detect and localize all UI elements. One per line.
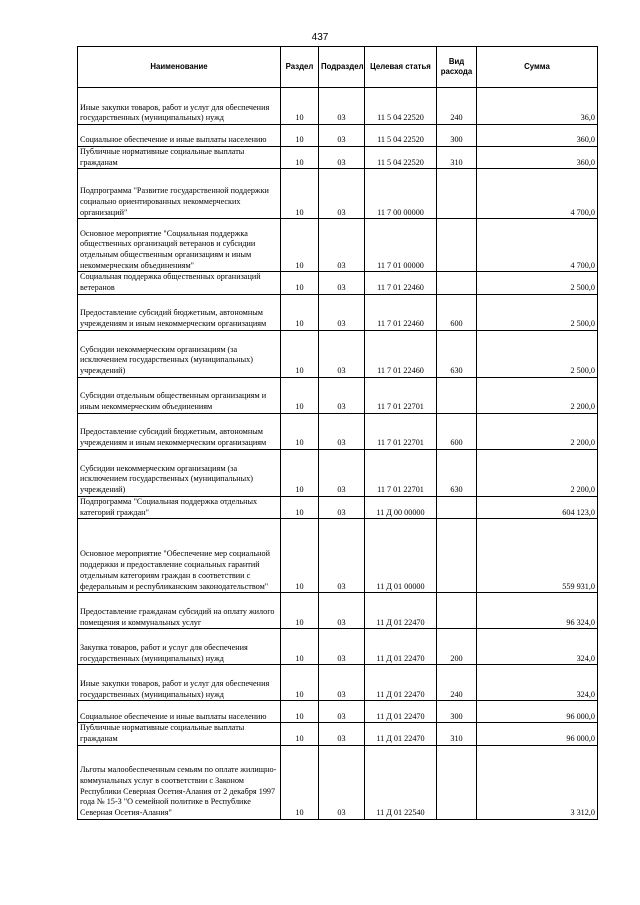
row-type — [437, 593, 477, 629]
row-subsection: 03 — [319, 219, 365, 272]
row-name: Подпрограмма "Развитие государственной поддержки социально ориентированных некоммерческих организаций" — [78, 169, 281, 219]
row-type: 600 — [437, 413, 477, 449]
row-target: 11 7 01 22701 — [365, 413, 437, 449]
row-type: 630 — [437, 330, 477, 377]
row-type — [437, 496, 477, 518]
row-sum: 2 500,0 — [477, 294, 598, 330]
row-type: 300 — [437, 701, 477, 723]
row-sum: 360,0 — [477, 147, 598, 169]
row-target: 11 7 01 22460 — [365, 294, 437, 330]
row-subsection: 03 — [319, 519, 365, 593]
row-name: Предоставление субсидий бюджетным, автономным учреждениям и иным некоммерческим организациям — [78, 294, 281, 330]
header-subsection: Подраздел — [319, 47, 365, 88]
row-section: 10 — [281, 147, 319, 169]
row-sum: 324,0 — [477, 629, 598, 665]
row-sum: 2 500,0 — [477, 272, 598, 294]
row-name: Основное мероприятие "Социальная поддержка общественных организаций ветеранов и субсидии отдельным общественным организациям и иным некоммерческим объединениям" — [78, 219, 281, 272]
row-sum: 4 700,0 — [477, 169, 598, 219]
table-row — [78, 496, 598, 518]
row-type — [437, 272, 477, 294]
row-name: Предоставление гражданам субсидий на оплату жилого помещения и коммунальных услуг — [78, 593, 281, 629]
row-section: 10 — [281, 125, 319, 147]
row-type: 240 — [437, 88, 477, 125]
table-row — [78, 449, 598, 496]
table-row — [78, 330, 598, 377]
row-subsection: 03 — [319, 593, 365, 629]
row-target: 11 7 01 22701 — [365, 377, 437, 413]
row-subsection: 03 — [319, 169, 365, 219]
row-subsection: 03 — [319, 723, 365, 745]
row-type — [437, 745, 477, 819]
table-row — [78, 413, 598, 449]
row-name: Иные закупки товаров, работ и услуг для обеспечения государственных (муниципальных) нужд — [78, 665, 281, 701]
row-subsection: 03 — [319, 449, 365, 496]
row-sum: 2 200,0 — [477, 377, 598, 413]
row-section: 10 — [281, 272, 319, 294]
row-type: 310 — [437, 147, 477, 169]
row-subsection: 03 — [319, 665, 365, 701]
row-section: 10 — [281, 745, 319, 819]
row-sum: 324,0 — [477, 665, 598, 701]
header-name: Наименование — [78, 47, 281, 88]
row-section: 10 — [281, 665, 319, 701]
row-section: 10 — [281, 519, 319, 593]
row-subsection: 03 — [319, 88, 365, 125]
row-type — [437, 219, 477, 272]
row-name: Субсидии отдельным общественным организациям и иным некоммерческим объединениям — [78, 377, 281, 413]
row-target: 11 Д 01 22470 — [365, 723, 437, 745]
row-target: 11 5 04 22520 — [365, 147, 437, 169]
table-row — [78, 723, 598, 745]
row-sum: 604 123,0 — [477, 496, 598, 518]
row-subsection: 03 — [319, 330, 365, 377]
row-sum: 96 000,0 — [477, 701, 598, 723]
row-target: 11 7 01 22460 — [365, 330, 437, 377]
header-type: Вид расхода — [437, 47, 477, 88]
table-row — [78, 701, 598, 723]
row-sum: 2 200,0 — [477, 449, 598, 496]
header-sum: Сумма — [477, 47, 598, 88]
row-target: 11 5 04 22520 — [365, 88, 437, 125]
row-subsection: 03 — [319, 745, 365, 819]
row-section: 10 — [281, 723, 319, 745]
table-row — [78, 593, 598, 629]
row-target: 11 Д 01 22470 — [365, 665, 437, 701]
row-name: Публичные нормативные социальные выплаты гражданам — [78, 147, 281, 169]
row-target: 11 7 01 22460 — [365, 272, 437, 294]
row-section: 10 — [281, 629, 319, 665]
row-subsection: 03 — [319, 147, 365, 169]
row-subsection: 03 — [319, 701, 365, 723]
row-type: 240 — [437, 665, 477, 701]
table-row — [78, 88, 598, 125]
table-row — [78, 147, 598, 169]
page-number: 437 — [311, 32, 329, 43]
row-type — [437, 169, 477, 219]
table-row — [78, 219, 598, 272]
row-target: 11 5 04 22520 — [365, 125, 437, 147]
row-subsection: 03 — [319, 294, 365, 330]
row-name: Предоставление субсидий бюджетным, автономным учреждениям и иным некоммерческим организациям — [78, 413, 281, 449]
table-row — [78, 377, 598, 413]
header-section: Раздел — [281, 47, 319, 88]
row-section: 10 — [281, 377, 319, 413]
row-sum: 360,0 — [477, 125, 598, 147]
row-sum: 96 324,0 — [477, 593, 598, 629]
row-target: 11 Д 01 22470 — [365, 701, 437, 723]
row-type: 310 — [437, 723, 477, 745]
row-name: Субсидии некоммерческим организациям (за исключением государственных (муниципальных) учреждений) — [78, 330, 281, 377]
row-name: Подпрограмма "Социальная поддержка отдельных категорий граждан" — [78, 496, 281, 518]
row-type: 300 — [437, 125, 477, 147]
row-section: 10 — [281, 169, 319, 219]
table-row — [78, 272, 598, 294]
row-name: Субсидии некоммерческим организациям (за исключением государственных (муниципальных) учреждений) — [78, 449, 281, 496]
row-subsection: 03 — [319, 377, 365, 413]
table-row — [78, 294, 598, 330]
row-sum: 2 500,0 — [477, 330, 598, 377]
row-sum: 96 000,0 — [477, 723, 598, 745]
row-section: 10 — [281, 593, 319, 629]
row-name: Иные закупки товаров, работ и услуг для обеспечения государственных (муниципальных) нужд — [78, 88, 281, 125]
row-target: 11 7 01 00000 — [365, 219, 437, 272]
row-subsection: 03 — [319, 496, 365, 518]
row-section: 10 — [281, 413, 319, 449]
row-name: Публичные нормативные социальные выплаты гражданам — [78, 723, 281, 745]
row-sum: 4 700,0 — [477, 219, 598, 272]
row-type — [437, 519, 477, 593]
row-name: Основное мероприятие "Обеспечение мер социальной поддержки и предоставление социальных гарантий отдельным категориям граждан в соответствии с федеральным и республиканским законодательством" — [78, 519, 281, 593]
row-target: 11 Д 01 22470 — [365, 629, 437, 665]
row-name: Социальное обеспечение и иные выплаты населению — [78, 125, 281, 147]
row-target: 11 Д 00 00000 — [365, 496, 437, 518]
row-name: Льготы малообеспеченным семьям по оплате жилищно-коммунальных услуг в соответствии с Законом Республики Северная Осетия-Алания от 2 декабря 1997 года № 15-З "О семейной политике в Республике Северная Осетия-Алания" — [78, 745, 281, 819]
table-header-row — [78, 47, 598, 88]
row-type: 600 — [437, 294, 477, 330]
row-sum: 559 931,0 — [477, 519, 598, 593]
row-subsection: 03 — [319, 629, 365, 665]
table-row — [78, 125, 598, 147]
row-section: 10 — [281, 294, 319, 330]
row-sum: 2 200,0 — [477, 413, 598, 449]
row-target: 11 7 01 22701 — [365, 449, 437, 496]
row-type: 630 — [437, 449, 477, 496]
table-row — [78, 665, 598, 701]
table-row — [78, 629, 598, 665]
row-sum: 3 312,0 — [477, 745, 598, 819]
row-target: 11 Д 01 22470 — [365, 593, 437, 629]
table-row — [78, 745, 598, 819]
row-name: Закупка товаров, работ и услуг для обеспечения государственных (муниципальных) нужд — [78, 629, 281, 665]
row-section: 10 — [281, 88, 319, 125]
row-subsection: 03 — [319, 413, 365, 449]
budget-table — [77, 46, 598, 820]
row-name: Социальное обеспечение и иные выплаты населению — [78, 701, 281, 723]
row-sum: 36,0 — [477, 88, 598, 125]
row-target: 11 7 00 00000 — [365, 169, 437, 219]
row-subsection: 03 — [319, 272, 365, 294]
table-row — [78, 169, 598, 219]
table-row — [78, 519, 598, 593]
row-target: 11 Д 01 00000 — [365, 519, 437, 593]
row-section: 10 — [281, 330, 319, 377]
row-name: Социальная поддержка общественных организаций ветеранов — [78, 272, 281, 294]
row-type: 200 — [437, 629, 477, 665]
row-subsection: 03 — [319, 125, 365, 147]
row-type — [437, 377, 477, 413]
row-section: 10 — [281, 701, 319, 723]
row-target: 11 Д 01 22540 — [365, 745, 437, 819]
row-section: 10 — [281, 219, 319, 272]
row-section: 10 — [281, 496, 319, 518]
header-target: Целевая статья — [365, 47, 437, 88]
row-section: 10 — [281, 449, 319, 496]
